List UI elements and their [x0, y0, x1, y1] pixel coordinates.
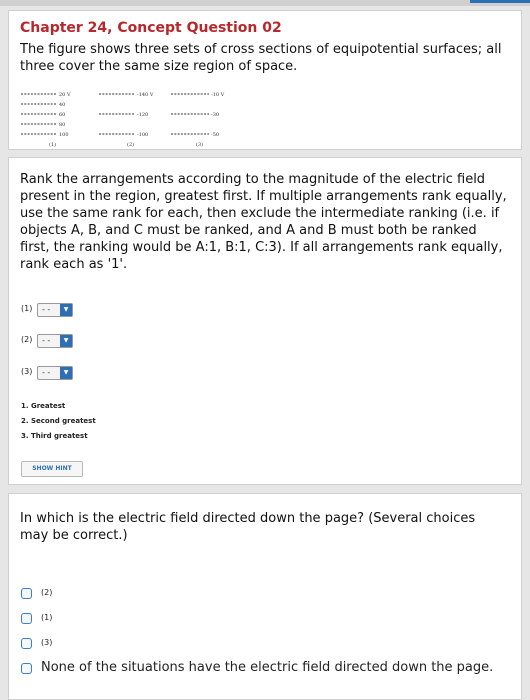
figure-panel-1	[21, 92, 71, 148]
top-accent-bar	[470, 0, 530, 3]
choice-label: None of the situations have the electric field directed down the page.	[41, 660, 494, 675]
equipotential-label: 100	[59, 132, 69, 138]
figure-panel-2	[99, 92, 154, 148]
rank-legend-item: 3. Third greatest	[21, 432, 88, 440]
rank-legend-item: 2. Second greatest	[21, 417, 96, 425]
rank-instructions: Rank the arrangements according to the magnitude of the electric field present in the region, greatest first. If multiple arrangements rank equally, use the same rank for each, then exclude the intermediate ranking (i.e. if objects A, B, and C must be ranked, and A and B must both be ranked first, the ranking would be A:1, B:1, C:3). If all arrangements rank equally, rank each as '1'.	[20, 172, 507, 272]
equipotential-label: -10 V	[211, 92, 225, 98]
equipotential-label: -100	[137, 132, 149, 138]
figure-panel-3	[171, 92, 225, 148]
choice-checkbox[interactable]	[21, 613, 32, 624]
choice-checkbox[interactable]	[21, 663, 32, 674]
panel-label: (3)	[196, 142, 204, 148]
equipotential-label: 80	[59, 122, 66, 128]
equipotential-label: -30	[211, 112, 220, 118]
equipotential-label: -140 V	[137, 92, 154, 98]
equipotential-label: 20 V	[59, 92, 71, 98]
chevron-down-icon: ▼	[60, 304, 72, 316]
question-card	[8, 10, 522, 150]
top-scroll-strip	[0, 0, 530, 6]
equipotential-figure	[21, 89, 501, 149]
dropdown-value: - -	[42, 368, 51, 377]
choice-label: (2)	[41, 588, 53, 597]
intro-text: The figure shows three sets of cross sections of equipotential surfaces; all three cover the same size region of space.	[20, 42, 502, 74]
ranking-card	[8, 157, 522, 485]
panel-label: (2)	[127, 142, 135, 148]
chevron-down-icon: ▼	[60, 335, 72, 347]
equipotential-label: 60	[59, 112, 66, 118]
rank-dropdown-2[interactable]	[37, 334, 73, 348]
rank-item-label: (2)	[21, 335, 33, 344]
question-title: Chapter 24, Concept Question 02	[20, 20, 282, 36]
equipotential-label: -50	[211, 132, 220, 138]
choice-label: (1)	[41, 613, 53, 622]
rank-item-label: (3)	[21, 367, 33, 376]
choice-checkbox[interactable]	[21, 638, 32, 649]
show-hint-button[interactable]: SHOW HINT	[21, 461, 83, 477]
rank-dropdown-3[interactable]	[37, 366, 73, 380]
panel-label: (1)	[49, 142, 57, 148]
equipotential-label: -120	[137, 112, 149, 118]
direction-question-card	[8, 493, 522, 700]
equipotential-label: 40	[59, 102, 66, 108]
rank-legend-item: 1. Greatest	[21, 402, 66, 410]
dropdown-value: - -	[42, 336, 51, 345]
choice-label: (3)	[41, 638, 53, 647]
rank-dropdown-1[interactable]	[37, 303, 73, 317]
rank-legend	[21, 402, 96, 447]
choice-checkbox[interactable]	[21, 588, 32, 599]
chevron-down-icon: ▼	[60, 367, 72, 379]
dropdown-value: - -	[42, 305, 51, 314]
rank-item-label: (1)	[21, 304, 33, 313]
direction-question: In which is the electric field directed down the page? (Several choices may be correct.)	[20, 511, 476, 543]
